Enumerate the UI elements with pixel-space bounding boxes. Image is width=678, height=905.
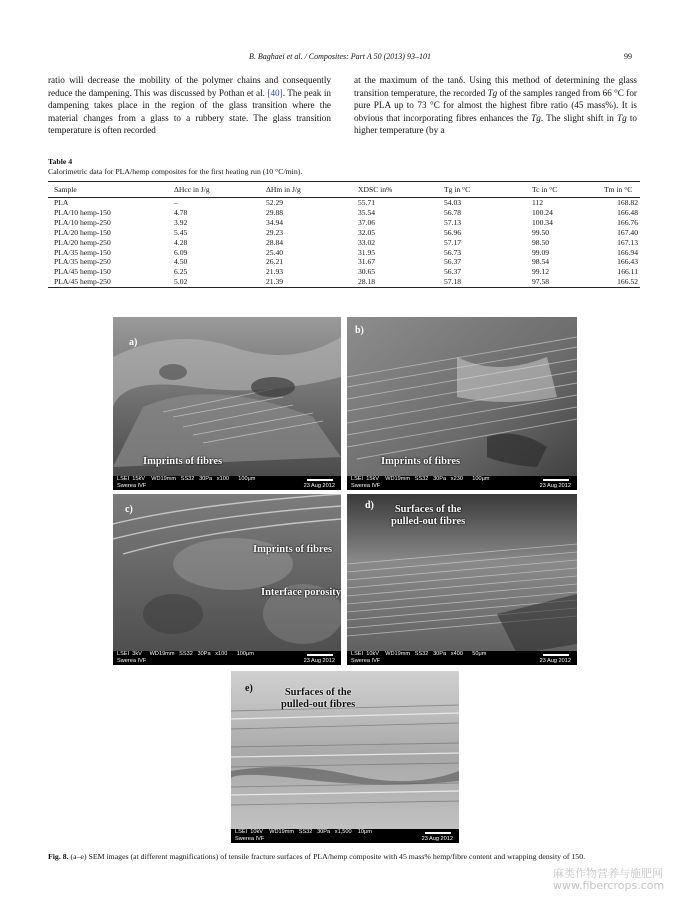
table-cell: 99.09 — [532, 247, 550, 257]
scale-bar — [307, 479, 333, 481]
label-line: Surfaces of the — [394, 504, 462, 515]
table-cell: PLA/45 hemp-250 — [48, 277, 174, 287]
table-cell: 55.71 — [358, 198, 376, 207]
sem-info-date: 23 Aug 2012 — [421, 836, 453, 842]
table-cell: 100.24 — [532, 207, 553, 217]
table-cell: 52.29 — [266, 198, 284, 207]
sem-info-date: 23 Aug 2012 — [303, 658, 335, 664]
table-cell: 56.78 — [444, 207, 462, 217]
table-cell: 98.54 — [532, 257, 550, 267]
table-cell: 3.92 — [174, 217, 188, 227]
table-cell: 29.88 — [266, 207, 284, 217]
scale-bar — [543, 654, 569, 656]
col-header-tc: Tc in °C — [532, 182, 604, 198]
table-row — [48, 267, 640, 277]
table-header-row — [48, 182, 640, 198]
table-cell: 57.13 — [444, 217, 462, 227]
table-cell: 56.37 — [444, 267, 462, 277]
panel-c-label-porosity: Interface porosity — [261, 587, 341, 598]
sem-info-lab: Swerea IVF — [351, 483, 381, 489]
table-cell: 57.18 — [444, 277, 532, 287]
table-row — [48, 248, 640, 258]
table-cell: PLA/35 hemp-250 — [54, 257, 111, 267]
table-cell: 5.02 — [174, 277, 266, 287]
body-text: . The peak in dampening takes place in the region of the glass transition where the material changes from a glass to a rubbery state. The glass transition temperature is often recorded — [48, 87, 331, 136]
scale-bar — [307, 654, 333, 656]
label-line: pulled-out fibres — [391, 516, 466, 527]
watermark — [553, 868, 664, 892]
table-row — [48, 218, 640, 228]
body-text: ratio will decrease the mobility of the polymer chains and consequently reduce the dampening. This was discussed by Pothan et al. — [48, 75, 331, 98]
table-label: Table 4 — [48, 157, 73, 166]
table-row — [48, 257, 640, 267]
body-text-left-column — [48, 74, 331, 137]
table-cell: 21.39 — [266, 277, 358, 287]
table-cell: 54.03 — [444, 198, 462, 207]
panel-tag-a: a) — [129, 337, 138, 348]
table-cell: 166.76 — [617, 217, 638, 227]
reference-link-40[interactable]: [40] — [267, 87, 283, 98]
panel-b-label-imprints: Imprints of fibres — [381, 456, 461, 467]
panel-c-label-imprints: Imprints of fibres — [253, 544, 333, 555]
table-cell: 33.02 — [358, 237, 376, 247]
sem-info-line: LSEI 3kV WD19mm SS32 30Pa x100 100μm — [117, 651, 254, 657]
figure-label: Fig. 8. — [48, 852, 69, 861]
running-header — [48, 52, 632, 66]
sem-info-line: LSEI 10kV WD19mm SS32 30Pa x400 50μm — [351, 651, 487, 657]
sem-info-bar-e — [231, 829, 459, 843]
table-cell: 25.40 — [266, 247, 284, 257]
table-cell: 99.50 — [532, 227, 550, 237]
sem-image-b — [347, 317, 577, 490]
sem-info-date: 23 Aug 2012 — [539, 483, 571, 489]
sem-image-c — [113, 494, 341, 665]
table-cell: PLA/10 hemp-250 — [54, 217, 111, 227]
panel-tag-b: b) — [355, 325, 364, 336]
table-cell: PLA/20 hemp-250 — [54, 237, 111, 247]
sem-info-lab: Swerea IVF — [235, 836, 265, 842]
table-cell: 28.18 — [358, 277, 444, 287]
table-cell: 4.50 — [174, 257, 188, 267]
col-header-xdsc: XDSC in% — [358, 182, 444, 198]
sem-info-bar-c — [113, 651, 341, 665]
table-cell: PLA/10 hemp-150 — [54, 207, 111, 217]
table-cell: 37.06 — [358, 217, 376, 227]
table-cell: 21.93 — [266, 267, 284, 277]
table-cell: 31.95 — [358, 247, 376, 257]
table-cell: 167.13 — [617, 237, 638, 247]
panel-a-label-imprints: Imprints of fibres — [143, 456, 223, 467]
watermark-line1: 麻类作物营养与施肥网 — [553, 867, 663, 880]
table-cell: 100.34 — [532, 217, 553, 227]
table-cell: 56.37 — [444, 257, 462, 267]
tg-symbol: Tg — [487, 87, 498, 98]
watermark-line2: www.fibercrops.com — [553, 879, 665, 892]
sem-image-d — [347, 494, 577, 665]
table-cell: 34.94 — [266, 217, 284, 227]
sem-info-lab: Swerea IVF — [351, 658, 381, 664]
sem-info-lab: Swerea IVF — [117, 658, 147, 664]
body-text: to higher temperature (by a — [354, 112, 637, 136]
panel-e-label-surfaces — [281, 687, 355, 711]
table-row — [48, 208, 640, 218]
table-cell: 56.96 — [444, 227, 462, 237]
table-cell: 31.67 — [358, 257, 376, 267]
panel-tag-e: e) — [245, 683, 253, 694]
table-row — [48, 238, 640, 248]
figure-caption — [48, 852, 640, 861]
table-cell: 98.50 — [532, 237, 550, 247]
label-line: pulled-out fibres — [281, 699, 356, 710]
table-cell: 166.94 — [617, 247, 638, 257]
table-cell: 99.12 — [532, 267, 550, 277]
table-cell: 57.17 — [444, 237, 462, 247]
table-cell: 29.23 — [266, 227, 284, 237]
panel-tag-c: c) — [125, 504, 133, 515]
sem-image-a — [113, 317, 341, 490]
col-header-tm: Tm in °C — [604, 182, 640, 198]
table-cell: 28.84 — [266, 237, 284, 247]
page-number: 99 — [624, 52, 632, 61]
table-cell: 166.43 — [617, 257, 638, 267]
table-cell: 26.21 — [266, 257, 284, 267]
body-text: of the samples ranged from 66 °C for pure PLA up to 73 °C for almost the highest fibre ratio (45 mass%). It is obvious that incorporating fibres enhances the — [354, 87, 637, 123]
sem-info-bar-b — [347, 476, 577, 490]
sem-info-bar-d — [347, 651, 577, 665]
table-caption-text: Calorimetric data for PLA/hemp composites for the first heating run (10 °C/min). — [48, 167, 303, 176]
sem-image-e — [231, 671, 459, 843]
table-cell: 97.58 — [532, 277, 604, 287]
table-cell: 166.52 — [604, 277, 640, 287]
table-cell: 166.48 — [617, 207, 638, 217]
scale-bar — [543, 479, 569, 481]
sem-info-lab: Swerea IVF — [117, 483, 147, 489]
table-cell: 56.73 — [444, 247, 462, 257]
body-text: at the maximum of the tanδ. Using this method of determining the glass transition temperature, the recorded — [354, 75, 637, 98]
table-row — [48, 277, 640, 287]
table-cell: 4.78 — [174, 207, 188, 217]
panel-d-label-surfaces — [391, 504, 465, 528]
panel-tag-d: d) — [365, 500, 374, 511]
table-cell: – — [174, 198, 178, 207]
table-cell: 6.09 — [174, 247, 188, 257]
figure-caption-text: (a–e) SEM images (at different magnifications) of tensile fracture surfaces of PLA/hemp composite with 45 mass% hemp/fibre content and wrapping density of 150. — [70, 852, 586, 861]
sem-info-line: LSEI 15kV WD19mm SS32 30Pa x100 100μm — [117, 476, 256, 482]
table-cell: 167.40 — [617, 227, 638, 237]
table-body — [48, 198, 640, 288]
sem-info-date: 23 Aug 2012 — [539, 658, 571, 664]
sem-info-line: LSEI 15kV WD19mm SS32 30Pa x230 100μm — [351, 476, 490, 482]
table-caption — [48, 157, 302, 177]
col-header-tg: Tg in °C — [444, 182, 532, 198]
table-cell: PLA/35 hemp-150 — [54, 247, 111, 257]
table-row — [48, 228, 640, 238]
table-cell: PLA/45 hemp-150 — [54, 267, 111, 277]
sem-info-date: 23 Aug 2012 — [303, 483, 335, 489]
journal-citation: B. Baghaei et al. / Composites: Part A 50 (2013) 93–101 — [249, 52, 431, 61]
sem-texture — [113, 494, 341, 665]
table-cell: 5.45 — [174, 227, 188, 237]
table-cell: 4.28 — [174, 237, 188, 247]
table-cell: 6.25 — [174, 267, 188, 277]
sem-info-line: LSEI 10kV WD19mm SS32 30Pa x1,500 10μm — [235, 829, 372, 835]
tg-symbol: Tg — [616, 112, 627, 123]
table-cell: 168.82 — [617, 198, 638, 207]
table-row — [48, 198, 640, 208]
table-cell: PLA/20 hemp-150 — [54, 227, 111, 237]
col-header-dhm: ΔHm in J/g — [266, 182, 358, 198]
tg-symbol: Tg — [531, 112, 541, 123]
calorimetric-data-table — [48, 181, 640, 288]
label-line: Surfaces of the — [284, 687, 352, 698]
table-cell: 166.11 — [617, 267, 638, 277]
sem-info-bar-a — [113, 476, 341, 490]
body-text-right-column — [354, 74, 637, 137]
body-text: . The slight shift in — [540, 112, 617, 123]
scale-bar — [425, 832, 451, 834]
table-cell: 30.65 — [358, 267, 376, 277]
col-header-dhcc: ΔHcc in J/g — [174, 182, 266, 198]
table-cell: 112 — [532, 198, 544, 207]
table-cell: 35.54 — [358, 207, 376, 217]
col-header-sample: Sample — [48, 182, 174, 198]
table-cell: PLA — [54, 198, 69, 207]
table-cell: 32.05 — [358, 227, 376, 237]
